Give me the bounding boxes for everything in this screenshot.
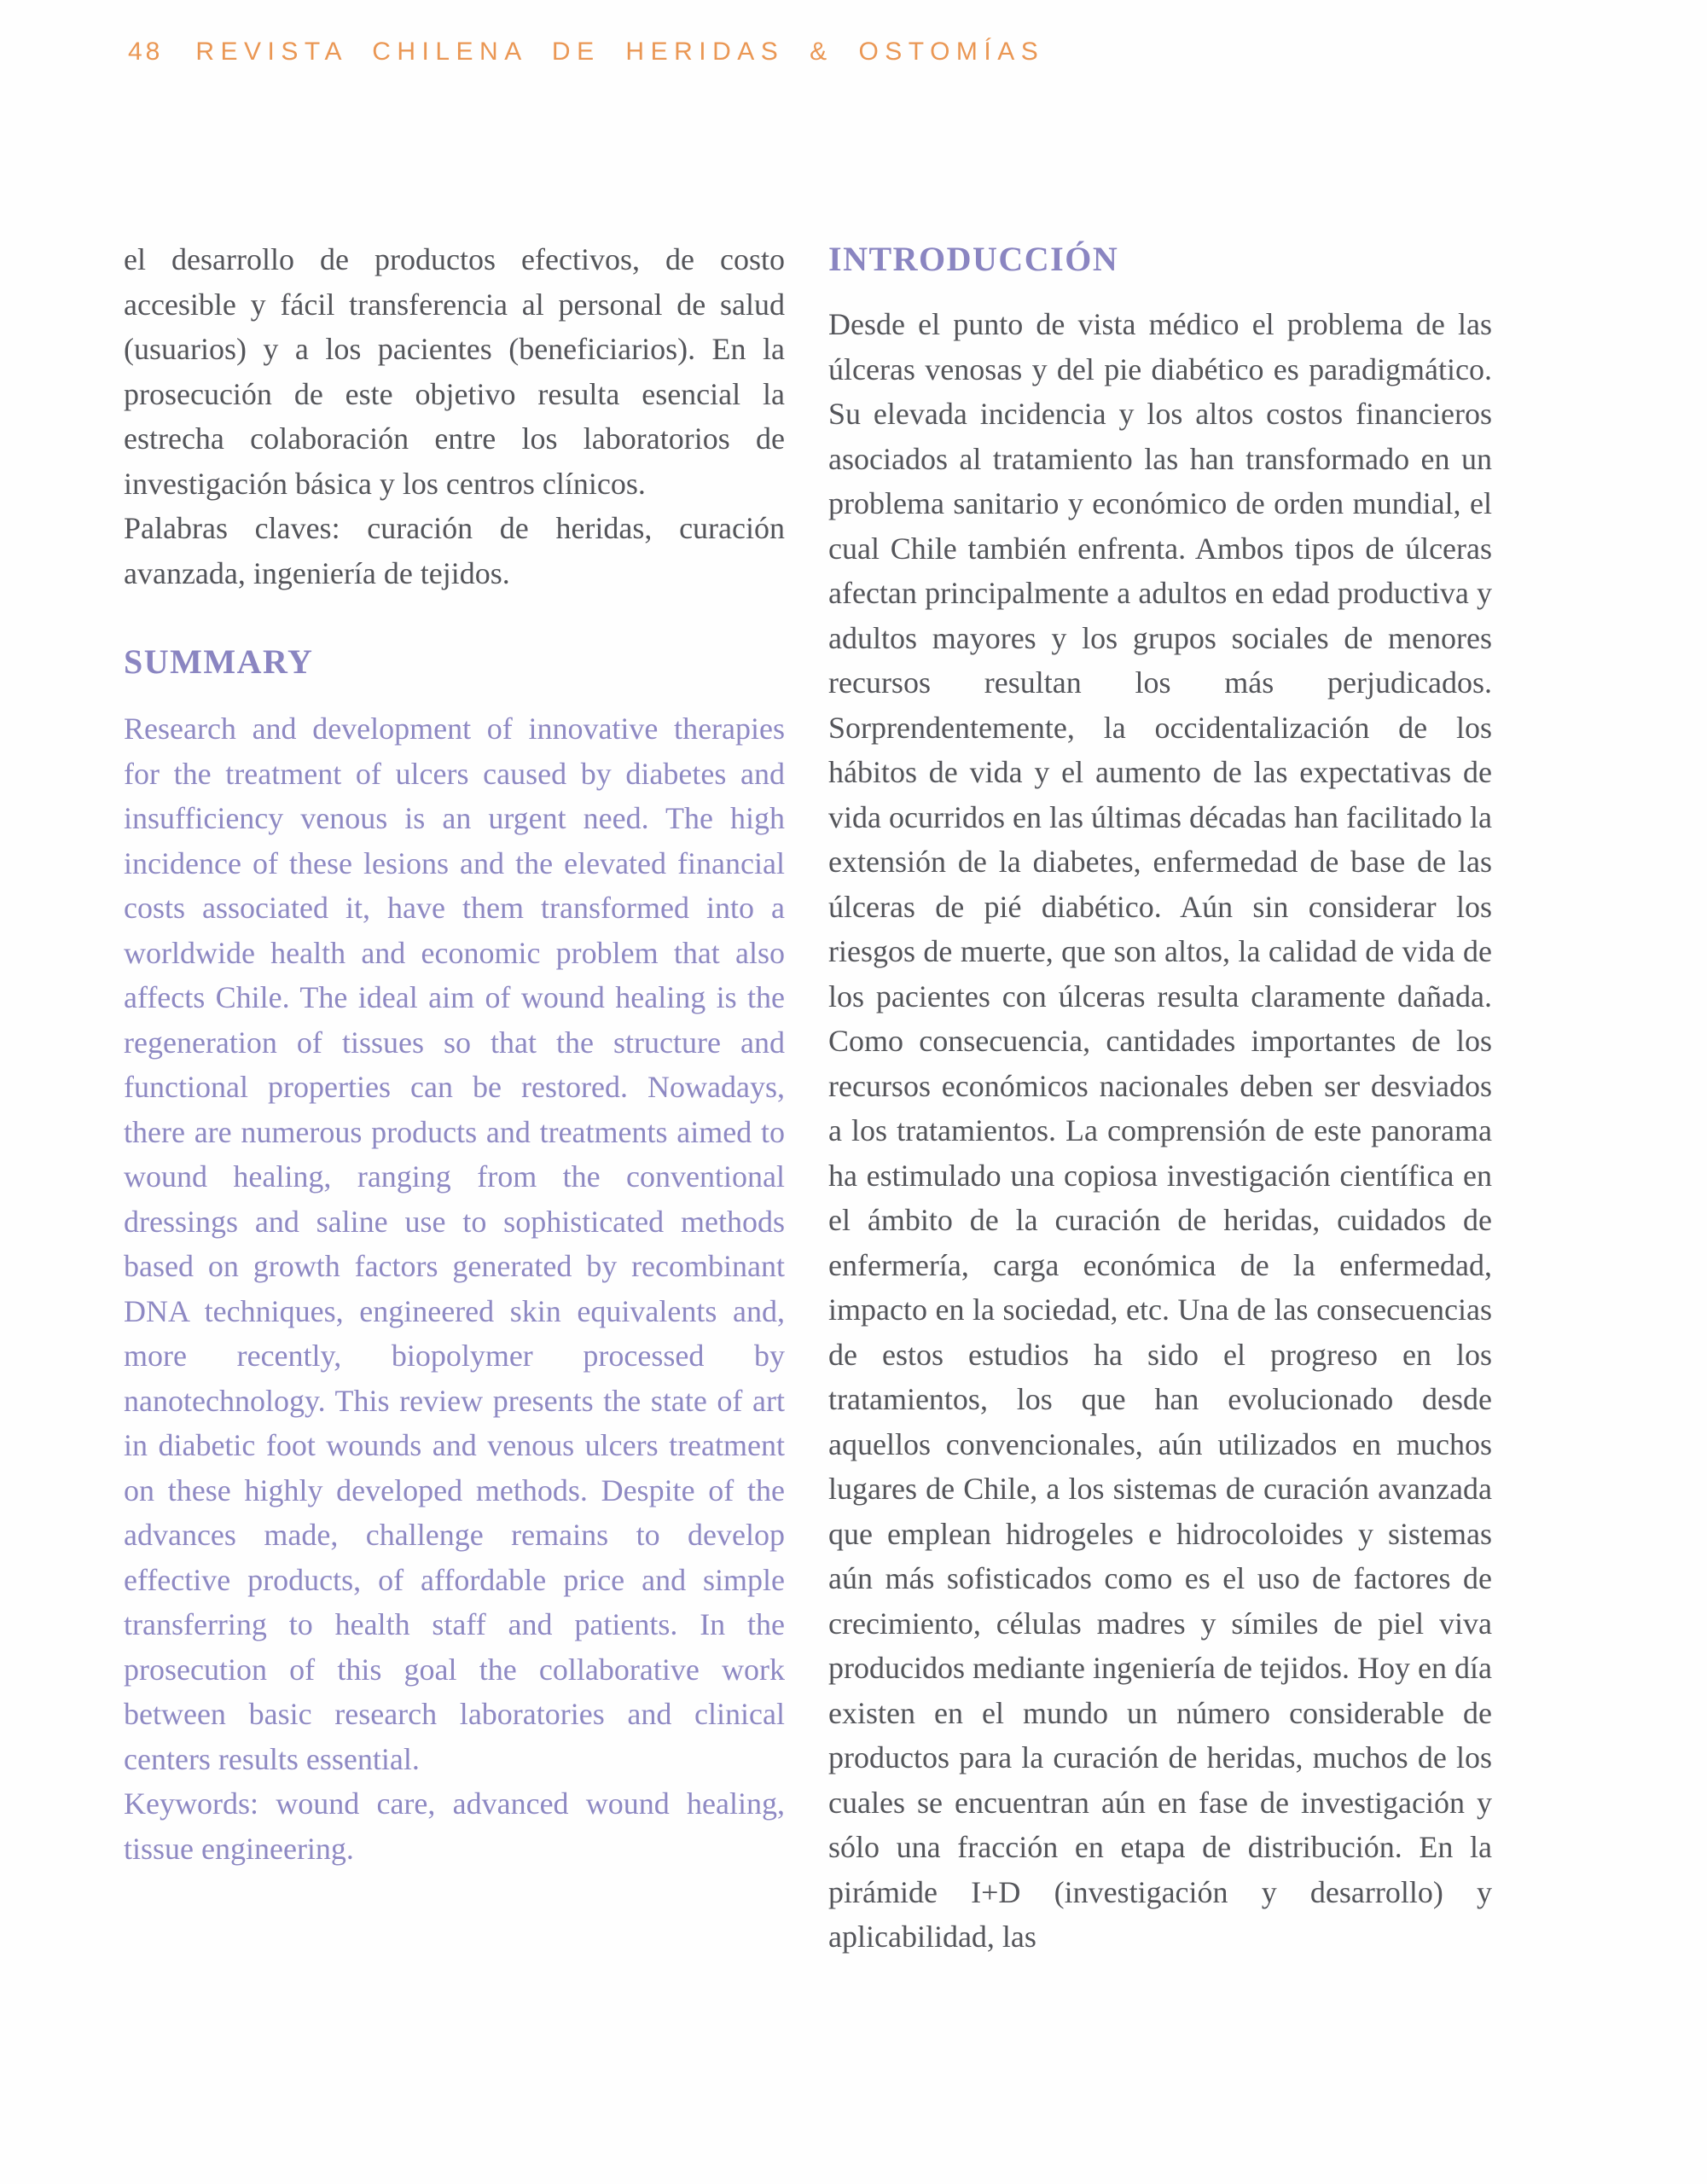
left-column (124, 237, 785, 1960)
page-number: 48 (128, 38, 164, 66)
running-head (128, 38, 1044, 67)
summary-text: Research and development of innovative therapies for the treatment of ulcers caused by diabetes and insufficiency venous is an urgent need. The high incidence of these lesions and the elevated financial costs associated it, have them transformed into a worldwide health and economic problem that also affects Chile. The ideal aim of wound healing is the regeneration of tissues so that the structure and functional properties can be restored. Nowadays, there are numerous products and treatments aimed to wound healing, ranging from the conventional dressings and saline use to sophisticated methods based on growth factors generated by recombinant DNA techniques, engineered skin equivalents and, more recently, biopolymer processed by nanotechnology. This review presents the state of art in diabetic foot wounds and venous ulcers treatment on these highly developed methods. Despite of the advances made, challenge remains to develop effective products, of affordable price and simple transferring to health staff and patients. In the prosecution of this goal the collaborative work between basic research laboratories and clinical centers results essential. (124, 712, 785, 1776)
summary-heading: SUMMARY (124, 642, 314, 681)
abstract-es-continuation: el desarrollo de productos efectivos, de costo accesible y fácil transferencia al personal de salud (usuarios) y a los pacientes (beneficiarios). En la prosecución de este objetivo resulta esencial la estrecha colaboración entre los laboratorios de investigación básica y los centros clínicos. (124, 242, 785, 501)
keywords-en: Keywords: wound care, advanced wound healing, tissue engineering. (124, 1786, 785, 1866)
keywords-es: Palabras claves: curación de heridas, curación avanzada, ingeniería de tejidos. (124, 511, 785, 590)
introduction-text: Desde el punto de vista médico el problema de las úlceras venosas y del pie diabético es paradigmático. Su elevada incidencia y los altos costos financieros asociados al tratamiento las han transformado en un problema sanitario y económico de orden mundial, el cual Chile también enfrenta. Ambos tipos de úlceras afectan principalmente a adultos en edad productiva y adultos mayores y los grupos sociales de menores recursos resultan los más perjudicados. Sorprendentemente, la occidentalización de los hábitos de vida y el aumento de las expectativas de vida ocurridos en las últimas décadas han facilitado la extensión de la diabetes, enfermedad de base de las úlceras de pié diabético. Aún sin considerar los riesgos de muerte, que son altos, la calidad de vida de los pacientes con úlceras resulta claramente dañada. Como consecuencia, cantidades importantes de los recursos económicos nacionales deben ser desviados a los tratamientos. La comprensión de este panorama ha estimulado una copiosa investigación científica en el ámbito de la curación de heridas, cuidados de enfermería, carga económica de la enfermedad, impacto en la sociedad, etc. Una de las consecuencias de estos estudios ha sido el progreso en los tratamientos, los que han evolucionado desde aquellos convencionales, aún utilizados en muchos lugares de Chile, a los sistemas de curación avanzada que emplean hidrogeles e hidrocoloides y sistemas aún más sofisticados como es el uso de factores de crecimiento, células madres y símiles de piel viva producidos mediante ingeniería de tejidos. Hoy en día existen en el mundo un número considerable de productos para la curación de heridas, muchos de los cuales se encuentran aún en fase de investigación y sólo una fracción en etapa de distribución. En la pirámide I+D (investigación y desarrollo) y aplicabilidad, las (828, 307, 1492, 1954)
right-column (828, 237, 1492, 1960)
introduccion-heading: INTRODUCCIÓN (828, 240, 1119, 278)
journal-title: REVISTA CHILENA DE HERIDAS & OSTOMÍAS (195, 38, 1045, 66)
article-body (124, 237, 1492, 1960)
